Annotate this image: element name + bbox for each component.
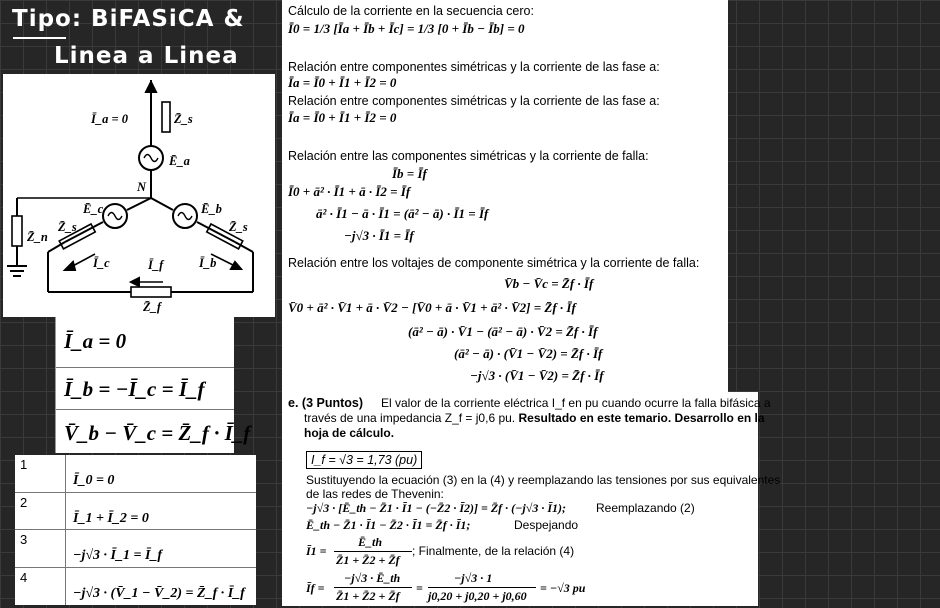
circuit-svg (3, 74, 275, 317)
label-n: N (137, 180, 147, 194)
big-equations (55, 317, 251, 453)
frac-bar-if-2 (428, 587, 536, 588)
eq-v-final: −j√3 · (V̄1 − V̄2) = Z̄f · Īf (470, 368, 604, 383)
sub-text-1: Sustituyendo la ecuación (3) en la (4) y reemplazando las tensiones por sus equivalentes (306, 473, 781, 487)
label-zn: Z̄_n (27, 230, 48, 244)
text-relation-a-2: Relación entre componentes simétricas y la corriente de las fase a: (288, 94, 660, 108)
eq-thevenin: −j√3 · [Ē_th − Z̄1 · Ī1 − (−Z̄2 · Ī2)] = Z̄f · (−j√3 · Ī1); (306, 501, 567, 515)
eq-i0: Ī0 = 1/3 [Īa + Īb + Īc] = 1/3 [0 + Īb − Īb] = 0 (288, 21, 525, 36)
label-ec: Ē_c (83, 202, 104, 216)
eq-i1-lhs: Ī1 = (306, 544, 327, 558)
circuit-diagram (3, 74, 275, 317)
eq-v-diff: (ā² − ā) · (V̄1 − V̄2) = Z̄f · Īf (454, 346, 603, 361)
part-e-bold-2: hoja de cálculo. (304, 426, 395, 440)
text-zero-sequence: Cálculo de la corriente en la secuencia cero: (288, 4, 534, 18)
derivation-panel (282, 0, 728, 392)
eq-ib-if: Īb = Īf (392, 166, 427, 181)
label-if: Ī_f (148, 258, 164, 272)
label-ib: Ī_b (199, 256, 217, 270)
part-e-bold-1: Resultado en este temario. Desarrollo en la (518, 411, 765, 425)
eq-if-den2: j0,20 + j0,20 + j0,60 (428, 589, 527, 603)
part-e-impedance: través de una impedancia Z_f = j0,6 pu. (304, 411, 516, 425)
summary-table (15, 455, 256, 605)
row-number-4: 4 (20, 570, 28, 585)
part-e-panel (282, 392, 781, 606)
title-line-1: Tipo: BiFASiCA & (12, 6, 245, 32)
row-number-2: 2 (20, 495, 28, 510)
eq-ia-1: Īa = Ī0 + Ī1 + Ī2 = 0 (288, 75, 397, 90)
frac-bar-if-1 (334, 587, 412, 588)
title-line-2: Linea a Linea (54, 43, 239, 69)
text-despejando: Despejando (514, 518, 579, 532)
eq-i0-sum: Ī0 + ā² · Ī1 + ā · Ī2 = Īf (288, 184, 411, 199)
eq-eth: Ē_th − Z̄1 · Ī1 − Z̄2 · Ī1 = Z̄f · Ī1; (306, 518, 471, 532)
eq-if-lhs: Īf = (306, 581, 325, 595)
text-finally: ; Finalmente, de la relación (4) (412, 544, 575, 558)
label-zs-right: Z̄_s (229, 220, 248, 234)
eq-i1-num: Ē_th (358, 535, 383, 549)
eq-vb-vc: V̄b − V̄c = Z̄f · Īf (504, 276, 594, 291)
part-e-letter: e. (288, 396, 299, 410)
text-relation-voltages: Relación entre los voltajes de componente simétrica y la corriente de falla: (288, 256, 700, 270)
frac-bar-i1 (334, 551, 412, 552)
text-replace-2: Reemplazando (2) (596, 501, 695, 515)
text-relation-a-1: Relación entre componentes simétricas y la corriente de las fase a: (288, 60, 660, 74)
label-zs-top: Z̄_s (174, 112, 193, 126)
eq-if-num2: −j√3 · 1 (454, 571, 493, 585)
row-eq-1: Ī_0 = 0 (73, 473, 115, 488)
big-eq-ia: Ī_a = 0 (64, 329, 127, 353)
part-e-text-1: El valor de la corriente eléctrica I_f en pu cuando ocurre la falla bifásica a (381, 396, 771, 410)
row-number-3: 3 (20, 532, 28, 547)
eq-if-num1: −j√3 · Ē_th (344, 571, 401, 585)
row-eq-2: Ī_1 + Ī_2 = 0 (73, 511, 149, 526)
eq-j3-i1: −j√3 · Ī1 = Īf (344, 228, 414, 243)
big-eq-vbc: V̄_b − V̄_c = Z̄_f · Ī_f (64, 421, 251, 445)
sub-text-2: de las redes de Thevenin: (306, 487, 444, 501)
eq-v-expand: V̄0 + ā² · V̄1 + ā · V̄2 − [V̄0 + ā · V̄1 + ā² · V̄2] = Z̄f · Īf (288, 300, 576, 315)
eq-v-factor: (ā² − ā) · V̄1 − (ā² − ā) · V̄2 = Z̄f · Īf (408, 324, 598, 339)
eq-i1-den: Z̄1 + Z̄2 + Z̄f (336, 553, 400, 567)
part-e-text-2 (304, 411, 765, 425)
title-underline (13, 37, 66, 39)
part-e-points: (3 Puntos) (301, 396, 364, 410)
label-ia: Ī_a = 0 (91, 112, 128, 126)
row-number-1: 1 (20, 457, 28, 472)
label-ic: Ī_c (93, 256, 110, 270)
label-zs-left: Z̄_s (58, 220, 77, 234)
label-eb: Ē_b (201, 202, 222, 216)
eq-if-equals: = (416, 581, 423, 595)
label-ea: Ē_a (169, 154, 190, 168)
eq-ia-2: Īa = Ī0 + Ī1 + Ī2 = 0 (288, 110, 397, 125)
eq-a2-a: ā² · Ī1 − ā · Ī1 = (ā² − ā) · Ī1 = Īf (316, 206, 489, 221)
label-zf: Z̄_f (143, 300, 162, 314)
answer-box: I_f = √3 = 1,73 (pu) (306, 451, 422, 469)
eq-if-den1: Z̄1 + Z̄2 + Z̄f (336, 589, 400, 603)
text-relation-fault: Relación entre las componentes simétricas y la corriente de falla: (288, 149, 649, 163)
row-eq-4: −j√3 · (V̄_1 − V̄_2) = Z̄_f · Ī_f (73, 586, 245, 601)
part-e-label (288, 396, 363, 410)
eq-if-result: = −√3 pu (540, 581, 586, 595)
big-eq-ib: Ī_b = −Ī_c = Ī_f (64, 377, 205, 401)
row-eq-3: −j√3 · Ī_1 = Ī_f (73, 548, 163, 563)
